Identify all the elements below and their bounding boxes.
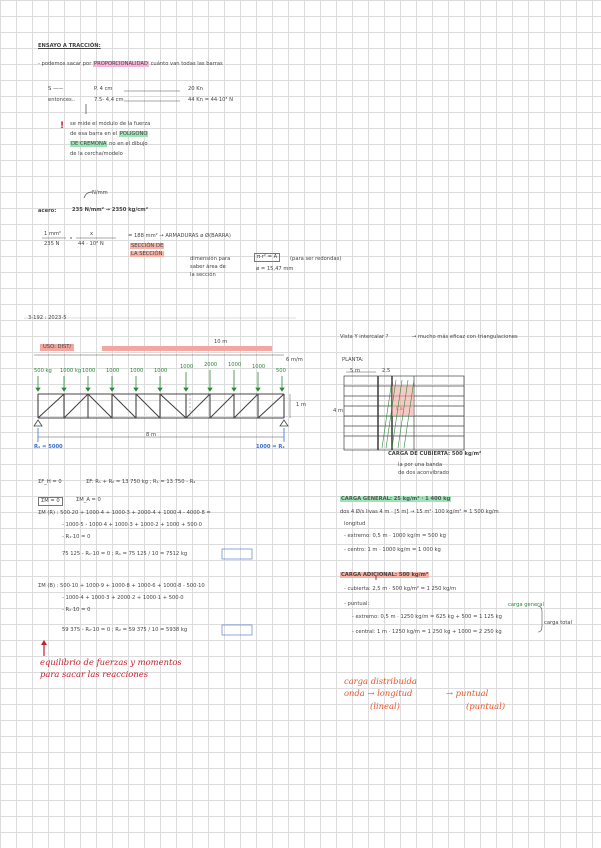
load-6: 1000 bbox=[180, 364, 194, 370]
frac-right-den: 44 · 10³ N bbox=[78, 241, 104, 247]
planta-label: PLANTA: bbox=[342, 357, 364, 363]
ca-line-1: - puntual: bbox=[344, 601, 370, 607]
intro-suffix: cuánto van todas las barras bbox=[150, 61, 223, 67]
bracket-note: carga total bbox=[544, 620, 573, 626]
ca-line-2: - extremo: 0,5 m · 1250 kg/m = 625 kg + 500 = 1 125 kg bbox=[352, 614, 502, 620]
tag-hl-2-text: LA SECCIÓN bbox=[131, 251, 163, 257]
load-9: 1000 bbox=[252, 364, 266, 370]
note-line4: de la cercha/modelo bbox=[70, 151, 123, 157]
dim-4m: 4 m bbox=[333, 408, 344, 414]
side-label: 6 m/m bbox=[286, 357, 303, 363]
moments2-0: ΣM (B) : 500·10 + 1000·9 + 1000·8 + 1000·6 + 1000·8 - 500·10 bbox=[38, 583, 205, 589]
area-sub-2: de dos aconvibrado bbox=[398, 470, 450, 476]
acero-prefix: acero: bbox=[38, 208, 57, 214]
area-sub-1: la por una banda bbox=[398, 462, 443, 468]
load-10: 500 bbox=[276, 368, 286, 374]
dim-2-5: 2,5 bbox=[382, 368, 391, 374]
total-bracket bbox=[538, 606, 542, 632]
moments2-1: - 1000·4 + 1000·3 + 2000·2 + 1000·1 + 500·0 bbox=[62, 595, 184, 601]
moments2-3: 59 375 - R₂·10 = 0 ; R₂ = 59 375 / 10 = 5938 kg bbox=[62, 627, 188, 633]
top-span: 10 m bbox=[214, 339, 228, 345]
cg-line-0: dos 4 Ø/s livas 4 m · [5 m] → 15 m²· 100 kg/m² = 1 500 kg/m bbox=[340, 509, 499, 515]
exclaim-icon: ! bbox=[60, 121, 65, 131]
prop-row1-mid: P. 4 cm bbox=[94, 86, 113, 92]
red-note-1: equilibrio de fuerzas y momentos bbox=[40, 657, 182, 667]
moments1-3: 75 125 - R₁·10 = 0 ; R₁ = 75 125 / 10 = 7512 kg bbox=[62, 551, 188, 557]
load-2: 1000 bbox=[82, 368, 96, 374]
load-7: 2000 bbox=[204, 362, 218, 368]
truss-tag: USO: DIST/ bbox=[40, 344, 74, 351]
frac-right-num: x bbox=[90, 231, 94, 237]
note-line3-text: no en el dibujo bbox=[109, 141, 148, 147]
red-arrowhead-icon bbox=[41, 640, 47, 645]
em-label: ΣM = 0 bbox=[38, 497, 63, 506]
eq-h: ΣF_H = 0 bbox=[38, 479, 62, 485]
moments1-1: - 1000·5 - 1000·4 + 1000·3 + 1000·2 + 1000 + 500·0 bbox=[62, 522, 202, 528]
section2-ref: 3-192 : 2023-5 bbox=[28, 315, 67, 321]
moments1-2: - R₁·10 = 0 bbox=[62, 534, 91, 540]
span-bar bbox=[102, 346, 272, 351]
orange-3b: (puntual) bbox=[466, 701, 506, 711]
formula-1: π·r² = A bbox=[254, 253, 280, 262]
eq-h-text: ΣF: R₁ + R₂ = 13 750 kg ; R₁ = 13 750 - R₂ bbox=[86, 479, 196, 485]
vista-note: → mucho más eficaz con triangulaciones bbox=[412, 334, 518, 340]
load-arrows bbox=[36, 370, 284, 391]
load-4: 1000 bbox=[130, 368, 144, 374]
area-caption: CARGA DE CUBIERTA: 500 kg/m² bbox=[388, 451, 482, 457]
truss-diagram bbox=[38, 394, 284, 418]
acero-value: 235 N/mm² → 2350 kg/cm² bbox=[72, 207, 148, 213]
prop-row1-left: S —— bbox=[48, 86, 64, 92]
support-left-icon bbox=[34, 420, 42, 426]
caption-2: saber área de bbox=[190, 264, 226, 270]
r2-label: 1000 = R₂ bbox=[256, 444, 285, 450]
ca-line-0: - cubierta: 2,5 m · 500 kg/m² = 1 250 kg/m bbox=[344, 586, 457, 592]
load-0: 500 kg bbox=[34, 368, 52, 374]
orange-2a: onda → longitud bbox=[344, 688, 413, 698]
moments2-2: - R₂·10 = 0 bbox=[62, 607, 91, 613]
r1-result-box bbox=[222, 549, 252, 559]
em-text: ΣM_A = 0 bbox=[76, 497, 101, 503]
load-1: 1000 kg bbox=[60, 368, 82, 374]
load-8: 1000 bbox=[228, 362, 242, 368]
intro-highlight: PROPORCIONALIDAD bbox=[94, 61, 148, 67]
orange-1: carga distribuida bbox=[344, 676, 417, 686]
frac-left-num: 1 mm² bbox=[44, 231, 62, 237]
orange-2b: → puntual bbox=[446, 688, 489, 698]
height-label: 1 m bbox=[296, 402, 307, 408]
bottom-span: 8 m bbox=[146, 432, 157, 438]
nm-label: N/mm bbox=[92, 190, 108, 196]
cg-line-2: - extremo: 0,5 m · 1000 kg/m = 500 kg bbox=[344, 533, 446, 539]
acero-result: = 188 mm² → ARMADURAS ø Ø(BARRA) bbox=[128, 233, 231, 239]
dim-5m: 5 m bbox=[350, 368, 361, 374]
ca-line-3: - central: 1 m · 1250 kg/m = 1 250 kg + 1000 = 2 250 kg bbox=[352, 629, 502, 635]
note-line2-text: de esa barra en el bbox=[70, 131, 118, 137]
caption-3: la sección bbox=[190, 272, 216, 278]
formula-2: ø = 15,47 mm bbox=[256, 266, 294, 272]
note-line1: se mide el módulo de la fuerza bbox=[70, 121, 151, 127]
vista-label: Vista Y intercalar ? bbox=[340, 334, 389, 340]
moments1-0: ΣM (R) : 500·20 + 1000·4 + 1000·3 + 2000·4 + 1000·4 - 4000·8 = bbox=[38, 510, 211, 516]
prop-row2-mid: 7.5- 4,4 cm bbox=[94, 97, 124, 103]
ca-heading-text: CARGA ADICIONAL: 500 kg/m² bbox=[341, 572, 429, 578]
note-line2-highlight: POLIGONO bbox=[119, 131, 148, 137]
cg-line-1: longitud bbox=[344, 521, 366, 527]
nm-arrow-icon bbox=[84, 192, 92, 198]
red-note-2: para sacar las reacciones bbox=[40, 669, 148, 679]
prop-row2-right: 44 Kn = 44·10³ N bbox=[188, 97, 234, 103]
caption-1: dimensión para bbox=[190, 256, 231, 262]
prop-row1-right: 20 Kn bbox=[188, 86, 203, 92]
tag-hl-1-text: SECCIÓN DE bbox=[131, 243, 164, 249]
r2-result-box bbox=[222, 625, 252, 635]
frac-left-den: 235 N bbox=[44, 241, 60, 247]
load-3: 1000 bbox=[106, 368, 120, 374]
intro-prefix: - podemos sacar por bbox=[38, 61, 92, 67]
load-5: 1000 bbox=[154, 368, 168, 374]
orange-3a: (lineal) bbox=[370, 701, 400, 711]
cg-line-3: - centro: 1 m · 1000 kg/m = 1 000 kg bbox=[344, 547, 441, 553]
note-line3-highlight: DE CREMONA bbox=[71, 141, 107, 147]
formula-note: (para ser redondas) bbox=[290, 256, 342, 262]
support-right-icon bbox=[280, 420, 288, 426]
prop-row2-left: entonces.. bbox=[48, 97, 76, 103]
bracket-top: carga general bbox=[508, 602, 544, 608]
cg-heading-text: CARGA GENERAL: 25 kg/m² · 1 400 kg bbox=[341, 496, 451, 502]
r1-label: R₁ = 5000 bbox=[34, 444, 63, 450]
section1-heading: ENSAYO A TRACCIÓN: bbox=[38, 43, 101, 49]
